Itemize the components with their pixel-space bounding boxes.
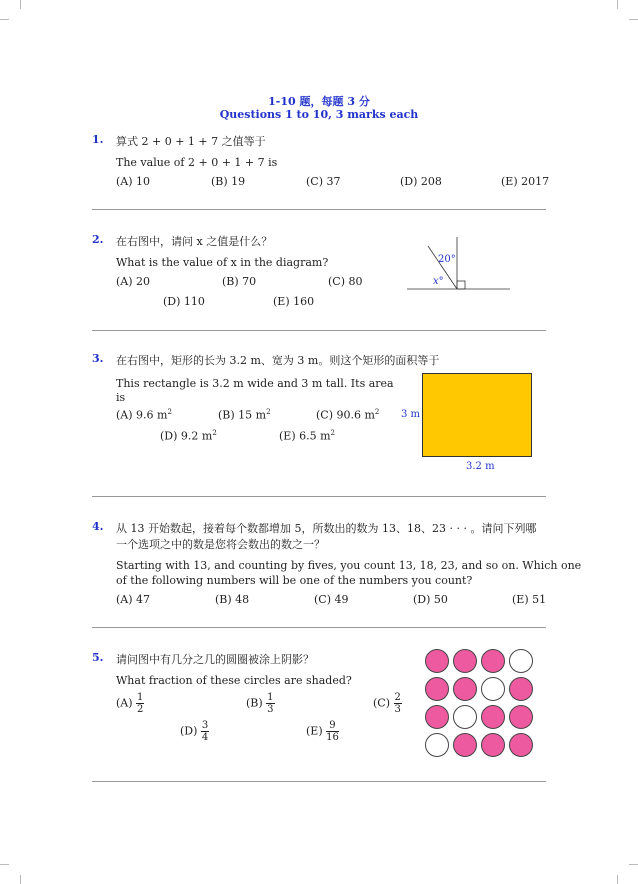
shaded-circle [453, 677, 477, 701]
q1-option-a[interactable]: (A) 10 [116, 175, 151, 188]
q2-option-b[interactable]: (B) 70 [222, 275, 257, 288]
section-header-zh: 1-10 题，每题 3 分 [268, 95, 370, 108]
crop-mark [0, 864, 9, 865]
shaded-circle [425, 705, 449, 729]
angle-label-20: 20° [438, 254, 456, 265]
shaded-circle [453, 649, 477, 673]
crop-mark [20, 875, 21, 884]
divider [92, 496, 546, 497]
shaded-circle [481, 649, 505, 673]
q4-text-zh-line2: 一个选项之中的数是您将会数出的数之一？ [116, 538, 325, 551]
empty-circle [453, 705, 477, 729]
q2-option-c[interactable]: (C) 80 [328, 275, 363, 288]
q1-option-c[interactable]: (C) 37 [306, 175, 341, 188]
empty-circle [425, 733, 449, 757]
q1-text-en: The value of 2 + 0 + 1 + 7 is [116, 156, 278, 169]
crop-mark [617, 875, 618, 884]
q3-text-zh: 在右图中，矩形的长为 3.2 m、宽为 3 m。则这个矩形的面积等于 [116, 354, 440, 367]
q1-option-b[interactable]: (B) 19 [211, 175, 246, 188]
shaded-circle [425, 649, 449, 673]
crop-mark [629, 864, 638, 865]
q4-option-b[interactable]: (B) 48 [215, 593, 250, 606]
q4-text-en-line1: Starting with 13, and counting by fives, you count 13, 18, 23, and so on. Which one [116, 559, 582, 572]
empty-circle [481, 677, 505, 701]
divider [92, 627, 546, 628]
q4-option-a[interactable]: (A) 47 [116, 593, 151, 606]
rect-height-label: 3 m [401, 409, 421, 420]
right-angle-mark [457, 281, 465, 289]
q4-text-en-line2: of the following numbers will be one of the numbers you count? [116, 574, 473, 587]
rectangle [422, 373, 532, 457]
q2-text-en: What is the value of x in the diagram? [116, 256, 329, 269]
shaded-circle [425, 677, 449, 701]
shaded-circle [481, 733, 505, 757]
q2-option-e[interactable]: (E) 160 [273, 295, 315, 308]
q5-option-a[interactable]: (A) $\frac{1}{2}$ [116, 692, 144, 715]
angle-diagram [400, 232, 515, 294]
shaded-circle [453, 733, 477, 757]
q5-option-d[interactable]: (D) $\frac{3}{4}$ [180, 720, 209, 743]
angle-label-x: x° [433, 276, 444, 287]
q3-option-e: (E) 6.5 $m^2$ [279, 429, 335, 443]
q4-text-zh-line1: 从 13 开始数起，接着每个数都增加 5，所数出的数为 13、18、23 · · · 。请问下列哪 [116, 522, 537, 535]
q3-text-en-line2: is [116, 391, 126, 404]
q3-option-d: (D) 9.2 $m^2$ [160, 429, 217, 443]
q3-number: 3. [92, 352, 104, 365]
rect-width-label: 3.2 m [466, 461, 495, 472]
q5-text-zh: 请问图中有几分之几的圆圈被涂上阴影？ [116, 653, 314, 666]
section-header-en: Questions 1 to 10, 3 marks each [219, 108, 419, 121]
shaded-circle [481, 705, 505, 729]
q3-option-b: (B) 15 $m^2$ [218, 408, 271, 422]
divider [92, 330, 546, 331]
q1-option-e[interactable]: (E) 2017 [501, 175, 550, 188]
crop-mark [0, 19, 9, 20]
q5-option-e[interactable]: (E) $\frac{9}{16}$ [306, 720, 339, 743]
q3-text-en-line1: This rectangle is 3.2 m wide and 3 m tall. Its area [116, 377, 394, 390]
q4-number: 4. [92, 520, 104, 533]
q4-option-d[interactable]: (D) 50 [413, 593, 448, 606]
q5-number: 5. [92, 651, 104, 664]
q1-option-d[interactable]: (D) 208 [400, 175, 442, 188]
crop-mark [629, 19, 638, 20]
empty-circle [509, 649, 533, 673]
q5-option-c[interactable]: (C) $\frac{2}{3}$ [373, 692, 401, 715]
q5-option-b[interactable]: (B) $\frac{1}{3}$ [246, 692, 274, 715]
shaded-circle [509, 705, 533, 729]
divider [92, 781, 546, 782]
q2-option-d[interactable]: (D) 110 [163, 295, 205, 308]
q2-option-a[interactable]: (A) 20 [116, 275, 151, 288]
q5-text-en: What fraction of these circles are shaded? [116, 674, 352, 687]
crop-mark [617, 0, 618, 9]
q1-text-zh: 算式 2 + 0 + 1 + 7 之值等于 [116, 135, 266, 148]
q4-option-e[interactable]: (E) 51 [512, 593, 547, 606]
shaded-circle [509, 677, 533, 701]
crop-mark [20, 0, 21, 9]
q3-option-c: (C) 90.6 $m^2$ [316, 408, 380, 422]
q1-number: 1. [92, 133, 104, 146]
q3-option-a: (A) 9.6 $m^2$ [116, 408, 172, 422]
shaded-circle [509, 733, 533, 757]
q2-number: 2. [92, 233, 104, 246]
divider [92, 209, 546, 210]
q4-option-c[interactable]: (C) 49 [314, 593, 349, 606]
q2-text-zh: 在右图中，请问 x 之值是什么？ [116, 235, 273, 248]
